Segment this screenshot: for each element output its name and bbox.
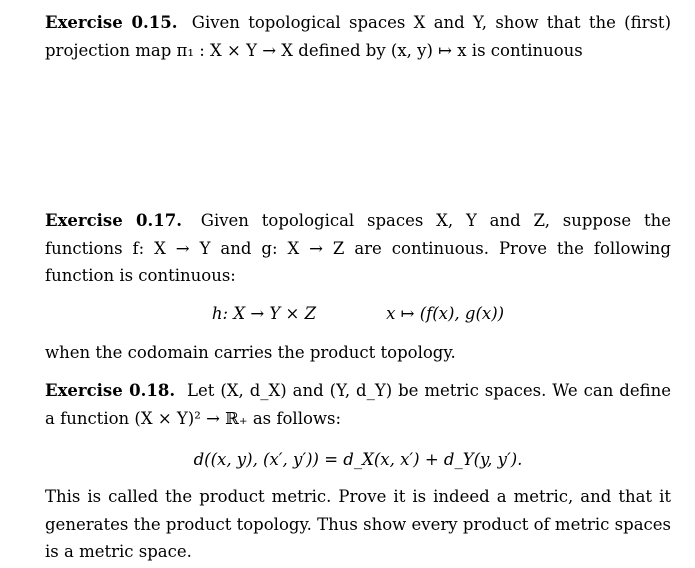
exercise-0-18	[45, 377, 671, 432]
display-equation-metric	[45, 446, 671, 473]
exercise-label: Exercise 0.17.	[45, 211, 182, 230]
display-equation-h	[45, 300, 671, 327]
equation-product-metric: d((x, y), (x′, y′)) = d_X(x, x′) + d_Y(y, y′).	[193, 450, 523, 469]
exercise-text: Given topological spaces X and Y, show that the (first) projection map π₁ : X × Y → X defined by (x, y) ↦ x is continuous	[45, 13, 672, 60]
exercise-label: Exercise 0.18.	[45, 381, 176, 400]
equation-rule: x ↦ (f(x), g(x))	[386, 304, 505, 323]
exercise-0-17-followup	[45, 339, 671, 367]
followup-text: This is called the product metric. Prove it is indeed a metric, and that it generates the product topology. Thus show every product of metric spaces is a metric space.	[45, 487, 671, 561]
exercise-0-18-followup	[45, 483, 671, 566]
exercise-0-17	[45, 207, 671, 290]
exercise-label: Exercise 0.15.	[45, 13, 178, 32]
exercise-text: Let (X, d_X) and (Y, d_Y) be metric spaces. We can define a function (X × Y)² → ℝ₊ as follows:	[45, 381, 671, 428]
followup-text: when the codomain carries the product topology.	[45, 343, 456, 362]
equation-map: h: X → Y × Z	[211, 304, 317, 323]
exercise-text: Given topological spaces X, Y and Z, suppose the functions f: X → Y and g: X → Z are continuous. Prove the following function is continuous:	[45, 211, 671, 285]
exercise-0-15	[45, 9, 671, 64]
